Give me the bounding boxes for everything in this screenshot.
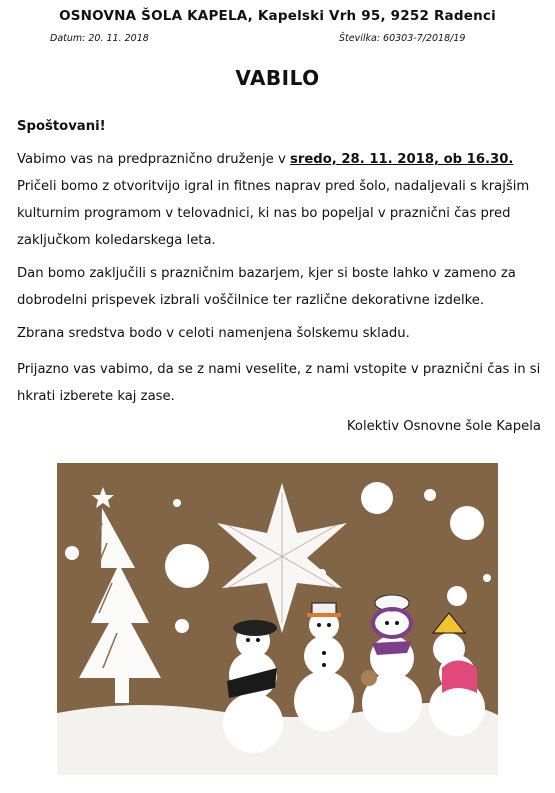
paragraph-bazaar: Dan bomo zaključili s prazničnim bazarjem, kjer si boste lahko v zameno za dobrodelni prispevek izbrali voščilnice ter različne dekorativne izdelke.	[17, 266, 516, 308]
document-title: VABILO	[235, 66, 320, 90]
signature: Kolektiv Osnovne šole Kapela	[346, 419, 541, 434]
greeting: Spoštovani!	[17, 119, 106, 134]
event-date: sredo, 28. 11. 2018, ob 16.30.	[289, 152, 514, 167]
paragraph-funds: Zbrana sredstva bodo v celoti namenjena šolskemu skladu.	[17, 326, 410, 341]
paragraph-closing: Prijazno vas vabimo, da se z nami veselite, z nami vstopite v praznični čas in si hkrati izberete kaj zase.	[17, 362, 541, 404]
paragraph-invitation	[17, 146, 545, 254]
document-number: Številka: 60303-7/2018/19	[339, 33, 466, 44]
school-header: OSNOVNA ŠOLA KAPELA, Kapelski Vrh 95, 9252 Radenci	[59, 8, 496, 24]
document-date: Datum: 20. 11. 2018	[50, 33, 149, 44]
decoration-photo	[57, 463, 498, 775]
invitation-rest: Pričeli bomo z otvoritvijo igral in fitnes naprav pred šolo, nadaljevali s krajšim kulturnim programom v telovadnici, ki nas bo popeljal v praznični čas pred zaključkom koledarskega leta.	[17, 179, 530, 248]
invitation-lead: Vabimo vas na predpraznično druženje v	[17, 152, 290, 167]
